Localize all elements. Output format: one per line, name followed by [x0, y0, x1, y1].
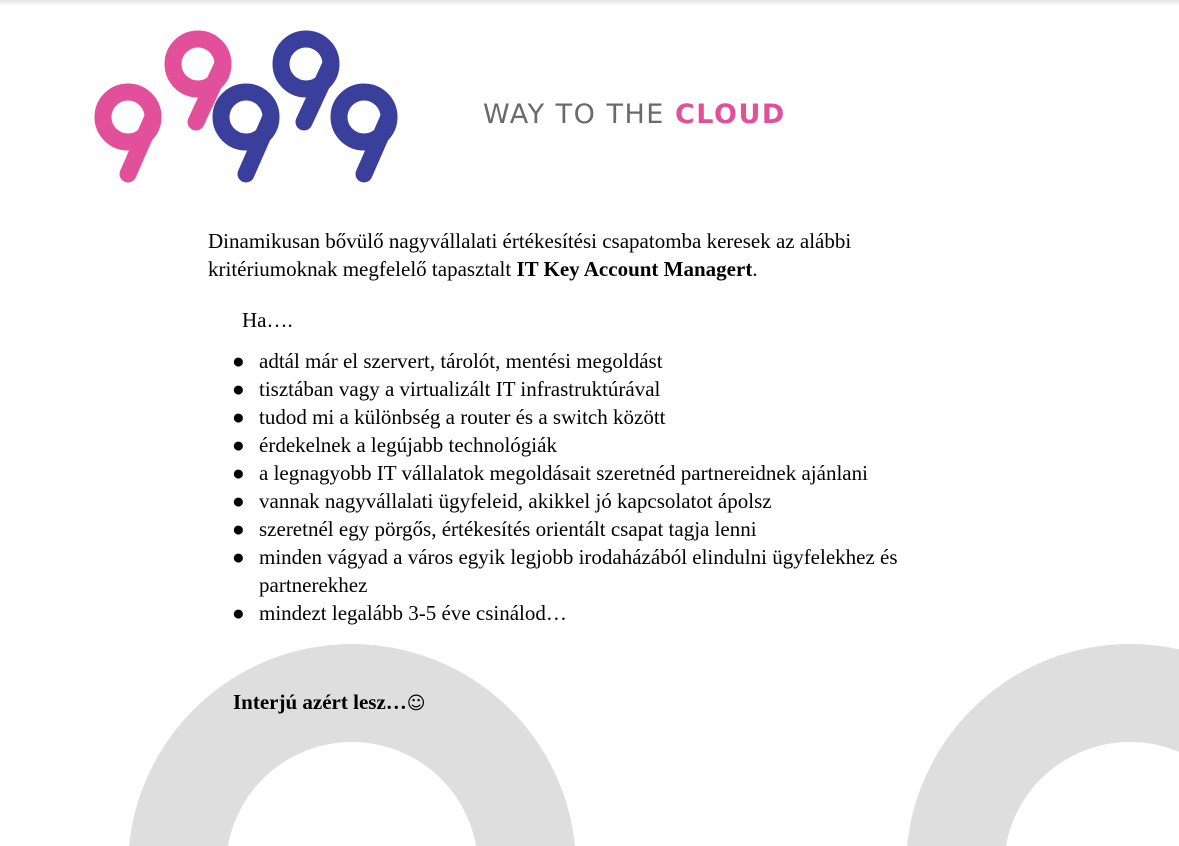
- logo-digit-5: [339, 92, 389, 174]
- bullet-icon: ●: [232, 349, 245, 373]
- list-item-text: adtál már el szervert, tárolót, mentési megoldást: [259, 349, 663, 373]
- list-item-text: vannak nagyvállalati ügyfeleid, akikkel jó kapcsolatot ápolsz: [259, 489, 772, 513]
- list-item: [232, 599, 992, 627]
- tagline-cloud: CLOUD: [674, 99, 786, 130]
- ring-right: [955, 693, 1179, 846]
- list-item-text: a legnagyobb IT vállalatok megoldásait szeretnéd partnereidnek ajánlani: [259, 461, 868, 485]
- bullet-icon: ●: [232, 517, 245, 541]
- logo-digit-3: [221, 92, 271, 174]
- closing-text: Interjú azért lesz…: [233, 690, 407, 714]
- bullet-icon: ●: [232, 545, 245, 569]
- list-item: [232, 375, 992, 403]
- smiley-icon: ☺: [406, 693, 426, 714]
- ring-left: [177, 693, 527, 846]
- logo-tagline: [483, 99, 786, 130]
- list-item-text: minden vágyad a város egyik legjobb irodaházából elindulni ügyfelekhez és partnerekhez: [259, 545, 898, 597]
- list-item: [232, 487, 992, 515]
- intro-end: .: [752, 257, 758, 281]
- bullet-icon: ●: [232, 405, 245, 429]
- list-item-text: tudod mi a különbség a router és a switch között: [259, 405, 666, 429]
- bullet-icon: ●: [232, 489, 245, 513]
- ha-label: Ha….: [242, 308, 293, 332]
- logo-digit-1: [103, 92, 153, 174]
- bullet-icon: ●: [232, 377, 245, 401]
- intro-paragraph: [208, 227, 968, 283]
- intro-role: IT Key Account Managert: [516, 257, 753, 281]
- list-item: [232, 543, 992, 599]
- list-item: [232, 459, 992, 487]
- logo-digit-4: [281, 39, 331, 122]
- closing-line: [233, 690, 426, 715]
- criteria-list: [232, 347, 992, 627]
- intro-text: Dinamikusan bővülő nagyvállalati értékesítési csapatomba keresek az alábbi kritériumoknak megfelelő tapasztalt: [208, 229, 852, 281]
- bullet-icon: ●: [232, 601, 245, 625]
- bullet-icon: ●: [232, 433, 245, 457]
- list-item-text: érdekelnek a legújabb technológiák: [259, 433, 557, 457]
- list-item-text: szeretnél egy pörgős, értékesítés orientált csapat tagja lenni: [259, 517, 757, 541]
- list-item: [232, 347, 992, 375]
- list-item: [232, 515, 992, 543]
- list-item: [232, 431, 992, 459]
- tagline-text: WAY TO THE: [483, 99, 675, 130]
- list-item-text: tisztában vagy a virtualizált IT infrastruktúrával: [259, 377, 661, 401]
- logo-99999: [88, 22, 418, 192]
- list-item-text: mindezt legalább 3-5 éve csinálod…: [259, 601, 567, 625]
- bullet-icon: ●: [232, 461, 245, 485]
- list-item: [232, 403, 992, 431]
